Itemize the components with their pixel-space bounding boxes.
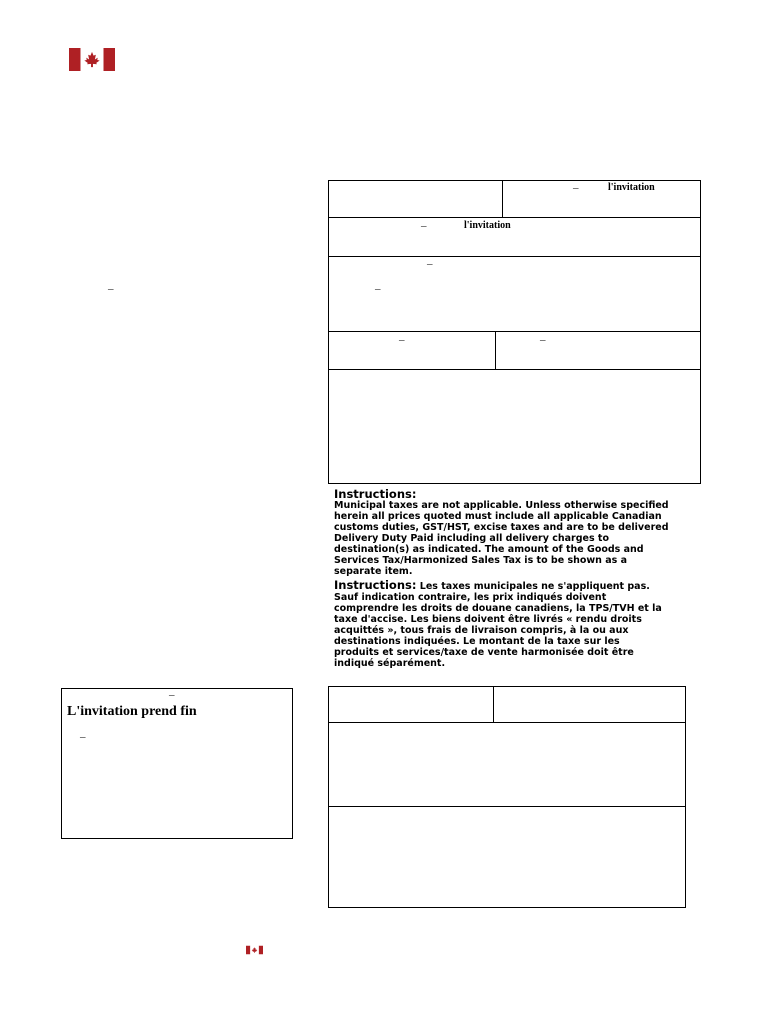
- row4-left-dash: –: [399, 334, 405, 346]
- left-dash: –: [108, 283, 114, 295]
- canada-flag-small-icon: [246, 945, 263, 955]
- invitation-dash-1: –: [169, 689, 175, 701]
- instructions-fr-text: Les taxes municipales ne s'appliquent pas. Sauf indication contraire, les prix indiqués doivent comprendre les droits de douane canadiens, la TPS/TVH et la taxe d'accise. Les biens doivent être livrés « rendu droits acquittés », tous frais de livraison compris, à la ou aux destinations indiquées. Le montant de la taxe sur les produits et services/taxe de vente harmonisée doit être indiqué séparément.: [334, 581, 662, 669]
- row1-label: l'invitation: [608, 182, 655, 193]
- canada-flag-icon: [68, 48, 116, 71]
- row4-right-dash: –: [540, 334, 546, 346]
- form-row3: [329, 257, 700, 332]
- row3-dash-1: –: [427, 258, 433, 270]
- invitation-title: L'invitation prend fin: [67, 704, 197, 719]
- form-row1-left: [329, 181, 503, 218]
- invitation-dash-2: –: [80, 731, 86, 743]
- row3-dash-2: –: [375, 283, 381, 295]
- form-row4-left: [329, 332, 496, 370]
- instructions-en: [334, 489, 674, 577]
- row2-label: l'invitation: [464, 220, 511, 231]
- form-row5: [329, 370, 700, 483]
- form-row1-right: [503, 181, 700, 218]
- bottom-row1-right: [494, 687, 685, 723]
- instructions-en-text: Municipal taxes are not applicable. Unless otherwise specified herein all prices quoted must include all applicable Canadian customs duties, GST/HST, excise taxes and are to be delivered Delivery Duty Paid including all delivery charges to destination(s) as indicated. The amount of the Goods and Services Tax/Harmonized Sales Tax is to be shown as a separate item.: [334, 500, 669, 577]
- bottom-row3: [329, 807, 685, 907]
- invitation-box: [61, 688, 293, 839]
- instructions-fr: [334, 580, 664, 669]
- instructions-fr-heading: Instructions:: [334, 578, 417, 592]
- row1-dash: –: [573, 182, 579, 194]
- bottom-form: [328, 686, 686, 908]
- top-form: [328, 180, 701, 484]
- row2-dash: –: [421, 220, 427, 232]
- form-row4-right: [496, 332, 700, 370]
- instructions-en-heading: Instructions:: [334, 487, 417, 501]
- bottom-row2: [329, 723, 685, 807]
- form-row2: [329, 218, 700, 257]
- bottom-row1-left: [329, 687, 494, 723]
